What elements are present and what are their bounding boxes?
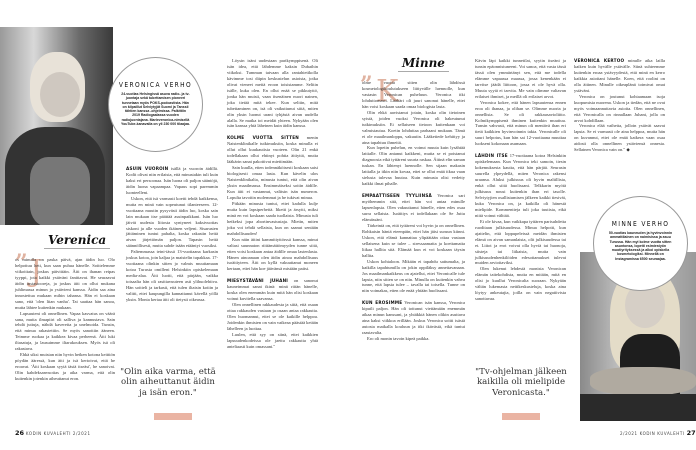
paragraph: Kun näin äitini kammittyttörssä kanssa, minut valtasi suunnaton riittämättömyyden tunne siitä, etten voisi koskaan antaa äidille omaa lastenlasta. Hänen ainoanaan olen äidin ainoa mahdollisuus isoäitiyteen. Äiti on kyllä vakuuttanut moneen kertaan, ettei hän koe jäävänsä mistään paitsi. — [227, 236, 318, 272]
lead-in: MIESYSTÄVÄNI JUHANI — [227, 278, 289, 284]
paragraph: Luulen, että syy on siinä, ettei kaikkien lapsuudenkodeissa ole jaettu rakkautta yhtä anteliaasti kuin omassani." — [227, 331, 318, 349]
paragraph: Uskon, että isä varmasti koetti tehdä kaikkensa, mutta en minä vain sopeutunut tilanteeseen. 12-vuotiaana muutin pysyvästi äidin luo, koska sain lain mukaan itse päättää asuinpaikkani. Isän luo jäivät uudesta liitosta syntyneet kaksivuotias siskoni ja alle vuoden ikäinen veljeni. Sisarusten jättäminen tuntui pahalta, koska rakastin heitä aivan järjettömän paljon. Tapasin heitä säännöllisesti, mutta suhde isään etääntyi vuosiksi. — [126, 195, 218, 249]
page-footer — [620, 429, 696, 437]
text: 17-vuotiaana kotoa Helsinkiin opiskelemaan. Kun Veronica teki samoin, tiesin kokemuksesta kautta, että hän pärjää. Seurasin suurella ylpeydellä, miten Veronica rakensi uraansa. Aluksi julkisuus oli hyvin maltillista, enkä ollut siitä huolissani. Telkkarin myötä julkisuus nousi kuitenkin ihan eri tasolle. Selviytyjien osallistumisen jälkeen kaikki tiesivät, kuka Veronica on, ja kaikilla oli hänestä mielipide. Kommentteja tuli joka tuutista, eikä niitä voinut välttää. — [475, 153, 567, 218]
profile-caption-minne — [593, 196, 688, 291]
paragraph: Pitkään minusta tuntui, ettei kadulla kulje muita kuin lapsiperheitä. Itketti ja ärsytti, miksi minä en voi koskaan saada tuollaista. Minusta tuli hetkeksi jopa abortinvastustaja. Mietin, miten joku voi tehdä sellaista, kun on saanut sentään mahdollisuuden! — [227, 200, 318, 236]
pull-quote: "Tv-ohjelman jälkeen kaikilla oli mielipide Veronicasta." — [475, 367, 567, 398]
paragraph: Veronica elää vaihetta, jolloin ystävät saavat lapsia. Se ei varmasti ole aina helppoa, mutta hän on kuvannut, ettei ole enää katkera vaan osaa aidosti olla onnellinen ystäviensä onnesta. Sellainen Veronica vain on." ◆ — [574, 123, 665, 153]
paragraph: Olen onnellinen rakkaudesta ja siitä, että osaan ottaa rakkauden vastaan ja osaan antaa rakkautta. Olen huomannut, ettei se ole kaikille helppoa. Joidenkin ihmisten on vain vaikeaa päästää ketään lähelleen ja luottaa. — [227, 302, 318, 331]
paragraph: Ero oli monin tavoin kipeä paikka. — [367, 336, 430, 342]
text: isällä ja vuoroin äidillä. Kodit olivat niin erilaisia, että minustakin tuli kuin kaksi eri persoonaa. Isän luona oli paljon sääntöjä, äidin luona vapaampaa. Vapaus sopi paremmin luonteelleni. — [126, 166, 219, 195]
article-column — [15, 257, 115, 382]
paragraph — [475, 153, 566, 218]
profile-bio: 24-vuotias Helsingissä asuva radio- ja tv-juontaja sekä tubettamisen pioneeri tunnetaan myös POKS-podcastista. Hän on kilpaillut Selviytyjät Suomi ja Tanssii tähtien kanssa -ohjelmissa. Palkittiin 2019 Radiogaalassa vuoden radiojuontajana. Marieveronica-nimisellä YouTube-kanavalla on yli 230 000 tilaajaa. — [121, 92, 190, 127]
profile-name: VERONICA VERHO — [118, 81, 193, 89]
section-heading: Minne — [398, 56, 449, 72]
paragraph: olme vuotta sitten olin lähdössä kosmetologikoulutukseen liittyvälle luennolle, kun vastasin Veronican puheluun. Veronica itki lohduttomasti. Lääkäri oli juuri sanonut hänelle, ettei hän voisi koskaan saada omaa biologista lasta. — [362, 80, 465, 109]
issue-number: 2/2021 — [72, 431, 91, 436]
text: menin Naistenklinikalle tutkimuksiin, koska minulla ei ollut ollut kuukautisia vuoteen. Olin 21 enkä todellakaan ollut ehtinyt pohtia äitiyttä, mutta lääkärin sanat pakottivat miettimään. — [227, 135, 318, 165]
article-column — [227, 58, 318, 350]
quote-mark-icon: ” — [15, 250, 28, 276]
profile-name: MINNE VERHO — [611, 220, 670, 228]
magazine-name: KODIN KUVALEHTI — [25, 431, 72, 436]
lead-in: KOLME VUOTTA SITTEN — [227, 135, 299, 141]
paragraph — [126, 166, 218, 196]
paragraph — [362, 300, 465, 336]
right-page — [348, 0, 696, 450]
paragraph: Löysin isäni uudestaan parikymppisenä. Oli isän idea, että lähdemme kaksin Dubaihin viikoksi. Tumman taivaan alla rantahietikolla kävimme tosi diipin keskustelun asioista, jotka olivat vieneet meitä eroon toisistamme. Selitin isälle, kuka olen. En ollut enää se pikkutyttö, jonka hän muisti, vaan itsenäinen nuori nainen, joka tietää mitä tekee. Kun selitin, mitä tubettaminen on, isä oli vaikuttunut siitä, miten olin yksin luonut urani tyhjästä aivan uudella alalla. Se matka toi meidät yhteen. Nykyään olen isän kanssa yhtä läheinen kuin äidin kanssa. — [227, 58, 318, 129]
text: Veronica sari myöhemmin sitä, ettei hän voi antaa minulle lapsenlapsia. Olen vakuuttanut hänelle, etten edes osaa surra sellaista. Isoäitiys ei todellakaan ole Se Juttu elämässäni. — [362, 193, 465, 222]
text: Veronican isän kanssa, Veronica kipuili paljon. Hän oli tottunut viettämään enemmän aikaa minun kanssani, ja yhtäkkiä hänen olikin asuttava aina kaksi viikkoa erillään. Joskus Veronica soitti isästä autosta matkalla kouluun ja itki ikävästä, eikä tuntui raastavalta. — [362, 300, 465, 336]
lead-in: ASUIN VUOROIN — [126, 166, 169, 171]
pull-quote: "Olin aika varma, että olin aiheuttanut äidin ja isän eron." — [120, 367, 216, 398]
article-column — [362, 80, 465, 342]
paragraph — [574, 58, 665, 94]
paragraph — [362, 193, 465, 223]
section-heading: Verenica — [44, 233, 110, 249]
paragraph: Veronica on joutunut kohtaamaan isoja kuopumisia nuorena. Uskon ja tiedän, että ne ovat myös voimaannuttavia asioita. Olen onnellinen, että Veronicalla on rinnallaan Juhani, jolla on arvot kohdillaan. — [574, 93, 665, 123]
issue-number: 2/2021 — [620, 431, 638, 436]
paragraph: Uskon kohtaloon. Mikään ei tapahdu sattumalta, ja kaikilla tapahtumilla on jokin oppiläksy annettavanaan. Jos maailmankaikkeus on ajatellut, ettei Veronicalle tule lapsia, niin sitten se on niin. Minulla on kuitenkin vahva tunne, että lapsia tulee – tavalla tai toisella. Tunne on niin voimakas, etten ole enää yhtään huolissani. — [362, 258, 465, 294]
quote-mark-icon: ” — [360, 72, 373, 98]
lead-in: LÄHDIN ITSE — [475, 153, 508, 159]
lead-in: VERONICA KERTOO — [574, 58, 625, 63]
article-column — [475, 58, 566, 302]
page-footer — [15, 429, 91, 437]
text: on sanonut kauneimmat sanat ikinä: minä riitän hänelle, koska olen enemmän kuin mitä hän olisi koskaan voinut kuvitella saavansa. — [227, 278, 318, 302]
paragraph: Olin ehkä aavistanut jotain, koska olin tietoinen syistä, joiden vuoksi Veronica oli hakeutunut tutkimuksiin. Ei sellaiseen tietoon kuitenkaan voi valmistautua. Koetin lohduttaa parhaani mukaan. Tämä ei ole maailmanloppu, vakuutin. Lääketiede kehittyy ja aina tapahtuu ihmeitä. — [362, 109, 465, 145]
paragraph: os minulla on paska päivä, ajan äidin luo. Olo helpottuu heti, kun saan puhua hänelle. Soittelemme viikoittain, joskus päivittäin. Äiti on ihanan reipas tyyppi, jota kaikki ystäväni fanittavat. He seuraavat äidin instastooreja, ja joskus äiti on ollut mukana juhlimassa minun ja ystävieni kanssa. Äidin saa aina innostettua mukaan mihin tahansa. Hän ei koskaan sano, että 'olen liian vanha'. Tai saattaa hän sanoa, mutta lähtee kuitenkin mukaan. — [15, 257, 115, 310]
paragraph — [227, 135, 318, 165]
paragraph: Veronica kokee, että hänen lapsuutensa ennen eroa oli ihanaa, ja olihan se. Olimme nuoria ja onnellisia. Se oli rakkausavioliitto. Kolmikymppisenä ihminen kuitenkin muuttuu. Tunsin vahvasti, että minun oli mentävä ihan eri tietä kaikkien hyvinvoinnin takia. Veronicalle oli suuri helpotus, kun hän sai 12-vuotiaana muuttaa luokseni kokonaan asumaan. — [475, 99, 566, 147]
accent-bar — [154, 413, 192, 420]
veronica-photo — [0, 27, 113, 225]
lead-in: KUN EROSIMME — [362, 300, 403, 306]
profile-caption-veronica — [108, 57, 203, 152]
accent-bar — [502, 413, 540, 420]
paragraph: Ei ole kivaa, kun vaikkapa tyttären parisuhdetta ruoditaan julkisuudessa. Minua helpotti, kun ajattelin, että loppupeleissä meidän ihmisten elämä on aivan samanlaista, olit julkisuudessa tai et. Liitot ja erot voivat olla hyviä tai huonoja, siisteja tai liikaisia, mutta vain julkisuudenhenkilöiden edesottamukset tulevat muiden arvioitaviksi. — [475, 218, 566, 266]
paragraph: Kävin läpi kaikki tunnetilat, syytin itseäni ja tunsin epäonnistuneeni. Voi sanoa, että vasta tässä iässä olen ymmärtänyt sen, että me todella elämme vapaassa maassa, jossa kenenkään ei tarvitse jäädä liittoon, jossa ei ole hyvä olla. Muuta syytä ei tarvita. Me vain olimme valtavan erilaiset ihmiset, ja meillä oli erilaiset arvot. — [475, 58, 566, 99]
profile-bio: 50-vuotias kauneuden ja hyvinvoinnin ammattilainen on naimisissa ja asuu Turussa. Hän myi kolme vuotta sitten asuntonsa, lopetti esimiestyön muotiyrityksessä ja alkoi opiskella kosmetologiksi. Minnellä on Instagramissa 6500 seuraajaa. — [608, 231, 673, 261]
drop-cap: K — [376, 74, 399, 109]
text: minulle aika lailla kaiken kuin hyvälle ystävälle. Siinä suhteemme kuitenkin eroaa ystävyydestä, että minä en kerro kaikkia asioitani hänelle. Koen, että roolini on olla äitinen. Minulle oikeaplänä toimivat omat ystäväni. — [574, 58, 666, 93]
drop-cap: J — [30, 254, 43, 289]
paragraph: Sain kuulla, etten todennäköisesti koskaan saisi biologisesti omaa lasta. Kun kävelin ulos Naistenklinikalta, minusta tuntui, että olin aivan yksin maailmassa. Ensimmäiseksi soitin äidille. Kun äiti ei vastannut, valitsin isän numeron. Lopulta tavoitin molemmat ja he tukivat minua. — [227, 165, 318, 200]
paragraph: Ehkä siksi muistan niin hyvin hetken kotona keittiön pöydän ääressä, kun äiti ja isä kertoivat, että he eroavat. 'Äiti koskaan syytä tästä itseäsi', he sanoivat. Olin kahdeksanvuotias ja aika varma, että olin kuitenkin jotenkin aiheuttanut eron. — [15, 352, 115, 382]
paragraph — [227, 278, 318, 302]
magazine-name: KODIN KUVALEHTI — [639, 431, 685, 436]
article-column — [126, 166, 218, 303]
article-column — [574, 58, 665, 153]
paragraph: Tärkeintä on, että tyttäreni voi hyvin ja on onnellinen. Rohkaisin häntä eteenpäin, ettei hän jäisi suruun kiinni. Uskon, että elämä kannattaa ylipäätään ottaa vastaan sellaisena kuin se tulee – stressaamatta ja koettamatta liikaa hallita sitä. Elämää kun ei voi koskaan täysin hallita. — [362, 222, 465, 258]
paragraph: Lapsuuteni oli onnellinen. Vapaa kasvatus on väärä sana, mutta ilmapiiri oli salliva ja kannustava. Sain tehdä juttuja, nähdä kavereita ja unelmoida. Tunsin, että minua rakastettiin. Se myös sanottiin ääneen. Teimme ruokaa ja kaikkea kivaa perheenä. Äiti luki iltasatuja, ja lausuimme iltarukouksen. Myös isä oli rakastava. — [15, 310, 115, 352]
page-number: 27 — [686, 429, 696, 437]
paragraph: Kun lopetin puhelun, en voinut muuta kuin lysähtää lattialle. Olin antanut kaikkeni, mutta se ei poistanut diagnoosia eikä tyttäreni suurta raskaa. Äitinä elin saman tuskan. En lähtenyt luennolle. Sen sijaan makasin lattialla ja itkin niin kovaa, ettei se ollut enää itkua vaan sielusta tulevaa huutoa. Kuin minusta olisi vedetty kaikki ilmat pihalle. — [362, 145, 465, 187]
paragraph: Olen lukenut lehdestä monista Veronican elämän taitekohdista, mutta en mitään, mitä en olisi jo kuullut Veronicalta suoraan. Nykyään vältän lukemasta nettikeskusteluja, koska aina löytyy ankeutajia, joilla on vain negatiivista sanottavaa. — [475, 266, 566, 302]
paragraph: Paltemmassa teini-iässä 13-vuotiaana karkasin joskus kotoa, join kaljaa ja maistelin tupakkaa. 17-vuotiaana olinkin sitten jo valmis muuttamaan kotoa Turusta omilleni Helsinkiin opiskelemaan media-alaa. Äiti luotti, että pärjään, vaikka toisaalta hän oli rasittavuuteen asti ylihuolehtiva. Hän soitteli ja tarkasti, että tulen iltaisin kotiin ja valitti, ettei kaupungilla kannattanut kävellä yöllä yksin. Monta kertaa äiti oli tietysti oikeassa. — [126, 249, 218, 302]
lead-in: EMPAATTISEEN TYYLIINSÄ — [362, 193, 432, 199]
page-number: 26 — [15, 429, 25, 437]
